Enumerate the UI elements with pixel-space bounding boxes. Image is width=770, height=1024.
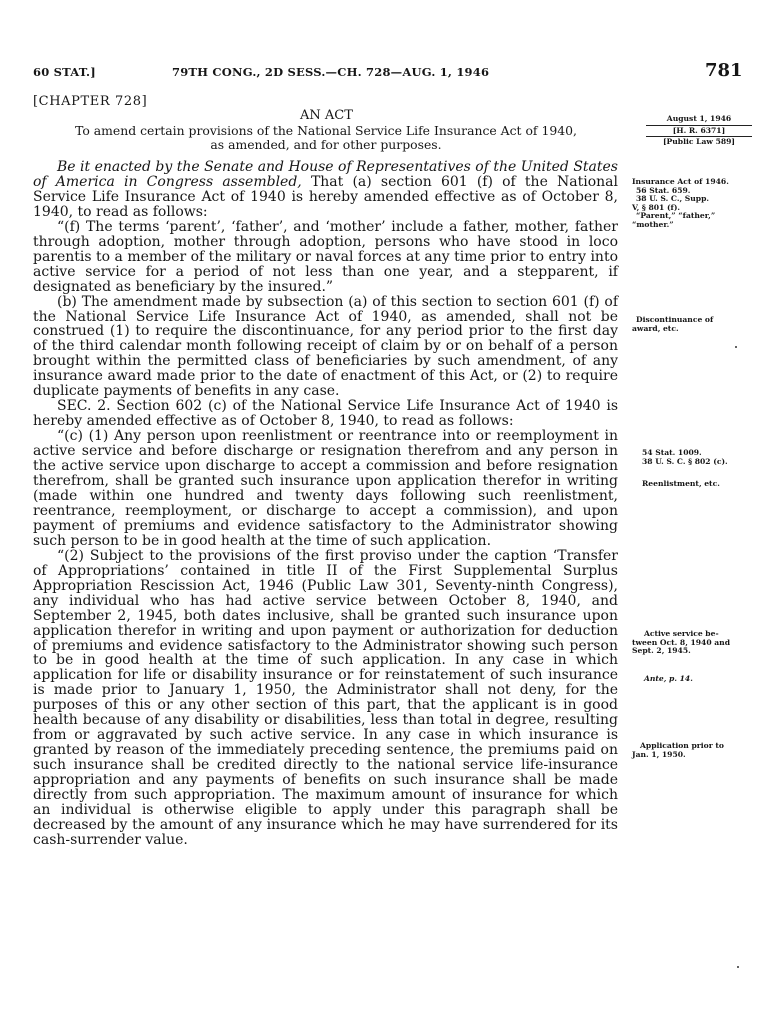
act-purpose [33,124,619,152]
section-602c1-text: “(c) (1) Any person upon reenlistment or reentrance into or reemployment in active service and before discharge or resignation therefrom and any person in the active service upon discharge to accept a commission and before resignation therefrom, shall be granted such insurance upon application therefor in writing (made within one hundred and twenty days following such reenlistment, reentrance, reemployment, or discharge to accept a commission), and upon payment of premiums and evidence satisfactory to the Administrator showing such person to be in good health at the time of such application. [33,428,618,549]
margin-mark [735,346,737,348]
act-title: AN ACT [300,108,353,123]
side-note-line: Sept. 2, 1945. [632,646,691,656]
enacting-clause: Be it enacted by the Senate and House of Representatives of the United States of America in Congress assembled, [33,159,618,190]
side-note-line: Insurance Act of 1946. [632,177,729,186]
side-note-stat-1009 [632,449,766,466]
section-1a-paragraph [33,160,618,220]
running-head-volume: 60 STAT.] [33,65,96,79]
side-note-line: tween Oct. 8, 1940 and [632,637,731,647]
side-note-line: Active service be- [644,629,719,638]
statute-body [33,160,618,848]
side-note-line: Application prior to [640,741,724,750]
side-note-ante [632,675,766,684]
side-note-reenlistment [632,480,766,489]
margin-date: August 1, 1946 [666,114,732,123]
margin-mark [737,966,739,968]
side-note-line: Reenlistment, etc. [642,479,720,488]
side-note-line: “Parent,” “father,” [636,211,716,221]
section-1a-text: That (a) section 601 (f) of the National Service Life Insurance Act of 1940 is hereby amended effective as of October 8, 1940, to read as follows: [33,173,619,220]
side-note-line: Discontinuance of [636,315,714,324]
side-note-active-service [632,630,766,656]
margin-date-block [634,115,764,147]
side-note-line: V, § 801 (f). [632,202,681,212]
section-2-paragraph: SEC. 2. Section 602 (c) of the National Service Life Insurance Act of 1940 is hereby amended effective as of October 8, 1940, to read as follows: [33,398,618,430]
side-note-line: award, etc. [632,323,679,333]
side-note-line: 54 Stat. 1009. [642,448,702,457]
side-note-line: 38 U. S. C., Supp. [636,194,710,204]
section-601f-text: “(f) The terms ‘parent’, ‘father’, and ‘mother’ include a father, mother, father through adoption, mother through adoption, persons who have stood in loco parentis to a member of the military or naval forces at any time prior to entry into active service for a period of not less than one year, and a stepparent, if designated as beneficiary by the insured.” [33,218,618,295]
side-note-insurance-act [632,178,766,230]
margin-public-law: [Public Law 589] [662,137,736,147]
side-note-line: Ante, p. 14. [644,674,693,683]
section-1b-paragraph: (b) The amendment made by subsection (a) of this section to section 601 (f) of the National Service Life Insurance Act of 1940, as amended, shall not be construed (1) to require the discontinuance, for any period prior to the first day of the third calendar month following receipt of claim by or on behalf of a person brought within the permitted class of beneficiaries by such amendment, of any insurance award made prior to the date of enactment of this Act, or (2) to require duplicate payments of benefits in any case. [33,293,618,400]
section-602c2-text: “(2) Subject to the provisions of the first proviso under the caption ‘Transfer of Appropriations’ contained in title II of the First Supplemental Surplus Appropriation Rescission Act, 1946 (Public Law 301, Seventy-ninth Congress), any individual who has had active service between October 8, 1940, and September 2, 1945, both dates inclusive, shall be granted such insurance upon application therefor in writing and upon payment or authorization for deduction of premiums and evidence satisfactory to the Administrator showing such person to be in good health at the time of such application. In any case in which application for life or disability insurance or for reinstatement of such insurance is made prior to January 1, 1950, the Administrator shall not deny, for the purposes of this or any other section of this part, that the applicant is in good health because of any disability or disabilities, less than total in degree, resulting from or aggravated by such active service. In any case in which insurance is granted by reason of the immediately preceding sentence, the premiums paid on such insurance shall be credited directly to the national service life-insurance appropriation and any payments of benefits on such insurance shall be made directly from such appropriation. The maximum amount of insurance for which an individual is otherwise eligible to apply under this paragraph shall be decreased by the amount of any insurance which he may have surrendered for its cash-surrender value. [33,547,618,848]
side-note-discontinuance [632,316,766,333]
side-note-line: 38 U. S. C. § 802 (c). [642,456,728,466]
side-note-application-prior [632,742,766,759]
act-purpose-line-1: To amend certain provisions of the National Service Life Insurance Act of 1940, [75,123,577,138]
side-note-line: 56 Stat. 659. [636,185,691,195]
act-purpose-line-2: as amended, and for other purposes. [210,137,442,152]
chapter-heading: [CHAPTER 728] [33,94,148,109]
margin-bill-number: [H. R. 6371] [672,125,726,135]
page-number: 781 [705,60,743,81]
running-head-session: 79TH CONG., 2D SESS.—CH. 728—AUG. 1, 1946 [172,65,490,79]
side-note-line: “mother.” [632,219,674,229]
side-note-line: Jan. 1, 1950. [632,749,686,759]
